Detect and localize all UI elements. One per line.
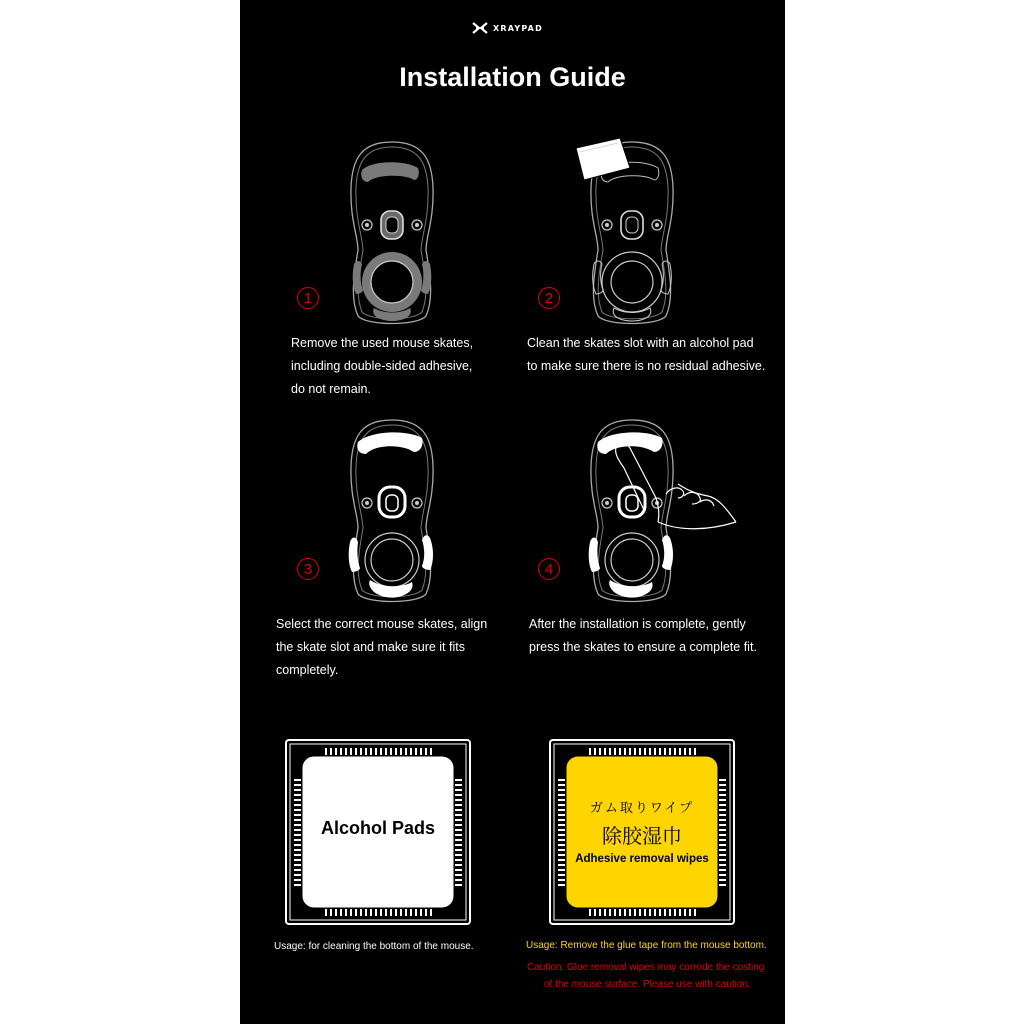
wipes-caution-line-2: of the mouse surface. Please use with caution. (544, 979, 751, 990)
mouse-illustration-step-1 (346, 140, 438, 328)
step-1-text: Remove the used mouse skates, including double-sided adhesive, do not remain. (291, 336, 474, 396)
mouse-illustration-step-4 (586, 418, 756, 606)
mouse-illustration-step-3 (346, 418, 438, 606)
alcohol-usage-text: Usage: for cleaning the bottom of the mouse. (274, 941, 474, 952)
step-number-3: 3 (297, 558, 319, 580)
brand-logo (472, 22, 543, 34)
wipes-label-cn: 除胶湿巾 (602, 824, 682, 848)
step-4-text: After the installation is complete, gently press the skates to ensure a complete fit. (529, 617, 757, 654)
xraypad-logo-icon (472, 22, 488, 34)
installation-guide-panel (240, 0, 785, 1024)
step-number-1: 1 (297, 287, 319, 309)
wipes-usage-text: Usage: Remove the glue tape from the mouse bottom. (526, 940, 767, 951)
step-number-2: 2 (538, 287, 560, 309)
brand-name: XRAYPAD (493, 23, 543, 33)
step-number-4: 4 (538, 558, 560, 580)
alcohol-pad-icon (576, 138, 630, 180)
wipes-label-en: Adhesive removal wipes (575, 853, 709, 865)
page-title: Installation Guide (399, 62, 626, 92)
wipes-label-jp: ガム取りワイプ (589, 801, 695, 816)
alcohol-pads-label: Alcohol Pads (320, 818, 436, 838)
wipes-caution-line-1: Caution: Glue removal wipes may corrode the costing (527, 962, 765, 973)
old-skate-top (361, 162, 419, 182)
step-2-text: Clean the skates slot with an alcohol pad to make sure there is no residual adhesive. (527, 336, 766, 373)
new-skate-top (357, 432, 422, 454)
step-3-text: Select the correct mouse skates, align the skate slot and make sure it fits completely. (276, 617, 488, 677)
mouse-illustration-step-2 (570, 130, 680, 328)
